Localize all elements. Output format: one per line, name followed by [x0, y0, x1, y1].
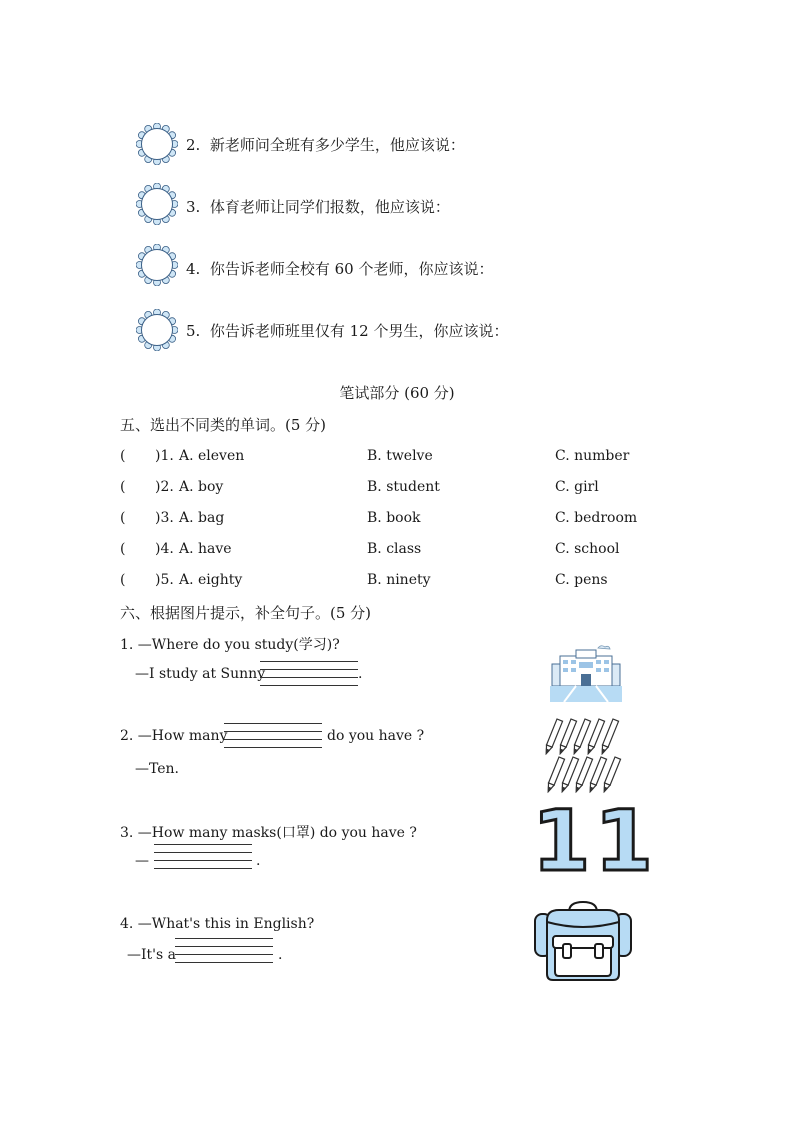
option-b: B. book: [367, 510, 421, 526]
option-c: C. girl: [555, 479, 599, 495]
flower-badge-icon: [136, 183, 178, 225]
option-c: C. bedroom: [555, 510, 638, 526]
speaking-item-5: 5. 你告诉老师班里仅有 12 个男生，你应该说：: [186, 322, 509, 340]
speaking-item-2: 2. 新老师问全班有多少学生，他应该说：: [186, 136, 465, 154]
q1-answer-prefix: —I study at Sunny: [135, 666, 266, 682]
school-building-icon: [550, 640, 622, 702]
option-a: A. eighty: [179, 572, 243, 588]
question-number: )4.: [155, 541, 174, 557]
number-eleven-picture: 11: [532, 792, 657, 890]
q2-answer-blank[interactable]: [224, 723, 322, 755]
q3-period: .: [256, 853, 261, 869]
flower-badge-icon: [136, 309, 178, 351]
q3-answer-prefix: —: [135, 853, 149, 869]
option-c: C. school: [555, 541, 620, 557]
q2-answer: —Ten.: [135, 761, 180, 777]
q4-period: .: [278, 947, 283, 963]
choice-row: [120, 572, 680, 594]
q1-question: 1. —Where do you study(学习)?: [120, 637, 340, 653]
speaking-item-3: 3. 体育老师让同学们报数，他应该说：: [186, 198, 450, 216]
answer-paren-open[interactable]: (: [120, 479, 126, 495]
answer-paren-open[interactable]: (: [120, 510, 126, 526]
option-c: C. number: [555, 448, 630, 464]
option-a: A. have: [179, 541, 232, 557]
q4-question: 4. —What's this in English?: [120, 916, 315, 932]
answer-paren-open[interactable]: (: [120, 572, 126, 588]
q3-question: 3. —How many masks(口罩) do you have ?: [120, 825, 417, 841]
answer-paren-open[interactable]: (: [120, 448, 126, 464]
written-part-title: 笔试部分 (60 分): [339, 384, 455, 402]
q1-period: .: [358, 666, 363, 682]
choice-row: [120, 510, 680, 532]
option-a: A. bag: [179, 510, 225, 526]
option-c: C. pens: [555, 572, 608, 588]
section-6-heading: 六、根据图片提示，补全句子。(5 分): [120, 604, 372, 622]
option-b: B. twelve: [367, 448, 433, 464]
q2-question-end: do you have ?: [327, 728, 425, 744]
option-a: A. boy: [179, 479, 224, 495]
pencils-icon: [545, 715, 629, 795]
q3-answer-blank[interactable]: [154, 844, 252, 876]
choice-row: [120, 479, 680, 501]
option-a: A. eleven: [179, 448, 245, 464]
q4-answer-prefix: —It's a: [127, 947, 176, 963]
q2-question-start: 2. —How many: [120, 728, 228, 744]
choice-row: [120, 541, 680, 563]
schoolbag-icon: [533, 898, 633, 982]
section-5-heading: 五、选出不同类的单词。(5 分): [120, 416, 327, 434]
speaking-item-4: 4. 你告诉老师全校有 60 个老师，你应该说：: [186, 260, 494, 278]
q1-answer-blank[interactable]: [260, 661, 358, 693]
option-b: B. class: [367, 541, 422, 557]
question-number: )5.: [155, 572, 174, 588]
q4-answer-blank[interactable]: [175, 938, 273, 970]
answer-paren-open[interactable]: (: [120, 541, 126, 557]
option-b: B. student: [367, 479, 440, 495]
flower-badge-icon: [136, 123, 178, 165]
choice-row: [120, 448, 680, 470]
flower-badge-icon: [136, 244, 178, 286]
question-number: )1.: [155, 448, 174, 464]
question-number: )3.: [155, 510, 174, 526]
question-number: )2.: [155, 479, 174, 495]
option-b: B. ninety: [367, 572, 431, 588]
